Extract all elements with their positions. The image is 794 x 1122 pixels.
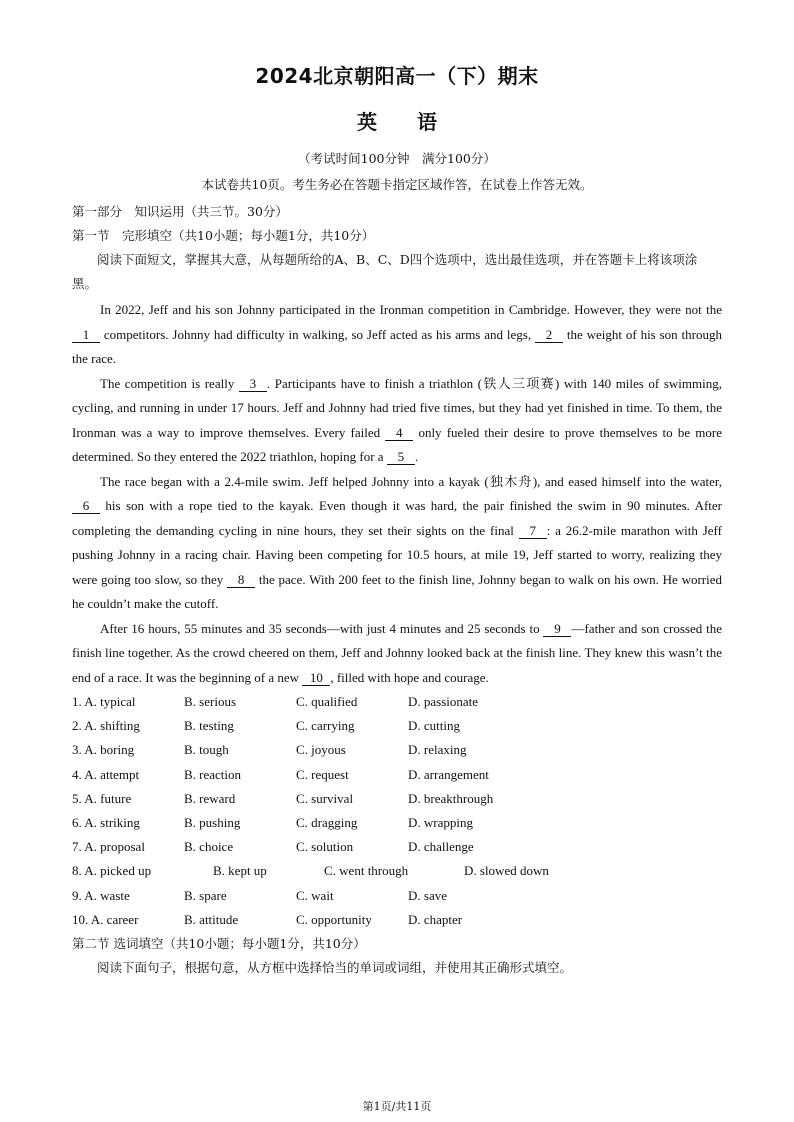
option-b: B. testing bbox=[184, 718, 234, 734]
option-b: B. spare bbox=[184, 887, 227, 903]
passage-paragraph-3 bbox=[72, 470, 722, 617]
option-c: C. survival bbox=[296, 790, 354, 806]
blank-2: 2 bbox=[535, 328, 563, 343]
option-a: 7. A. proposal bbox=[72, 839, 145, 855]
option-a: 6. A. striking bbox=[72, 814, 140, 830]
option-b: B. serious bbox=[184, 694, 236, 709]
blank-9: 9 bbox=[543, 622, 571, 637]
section2-instruction: 阅读下面句子，根据句意，从方框中选择恰当的单词或词组，并使用其正确形式填空。 bbox=[97, 959, 573, 975]
option-d: D. challenge bbox=[408, 839, 474, 855]
section1-instruction: 阅读下面短文，掌握其大意，从每题所给的A、B、C、D四个选项中，选出最佳选项，并在答题卡上将该项涂黑。 bbox=[72, 252, 698, 291]
blank-1: 1 bbox=[72, 328, 100, 343]
option-c: C. qualified bbox=[296, 694, 358, 709]
blank-4: 4 bbox=[385, 426, 413, 441]
option-c: C. went through bbox=[324, 863, 409, 879]
passage-text: . Participants have to finish a triathlon (铁人三项赛) with 140 miles of swimming, cycling, and running in under 17 hours. Jeff and Johnny had tried five times, but they had yet finished in time. To them, the Ironman was a way to improve themselves. Every failed bbox=[72, 375, 722, 440]
page-footer: 第1页/共11页 bbox=[362, 1100, 432, 1113]
option-c: C. opportunity bbox=[296, 911, 372, 927]
option-row-7 bbox=[72, 835, 722, 859]
option-row-5 bbox=[72, 787, 722, 811]
option-b: B. reward bbox=[184, 790, 236, 806]
option-d: D. cutting bbox=[408, 718, 460, 734]
passage-paragraph-2 bbox=[72, 372, 722, 470]
option-row-2 bbox=[72, 714, 722, 738]
passage-text: After 16 hours, 55 minutes and 35 seconds—with just 4 minutes and 25 seconds to bbox=[100, 620, 544, 636]
option-a: 8. A. picked up bbox=[72, 863, 152, 879]
passage-text: the pace. With 200 feet to the finish line, Johnny began to walk on his own. He worried he couldn’t make the cutoff. bbox=[72, 571, 723, 611]
option-d: D. wrapping bbox=[408, 814, 473, 830]
blank-5: 5 bbox=[387, 450, 415, 465]
option-b: B. reaction bbox=[184, 766, 242, 782]
passage-paragraph-1 bbox=[72, 298, 722, 372]
passage-text: The competition is really bbox=[100, 375, 239, 391]
passage-text: his son with a rope tied to the kayak. Even though it was hard, the pair finished the swim in 90 minutes. After completing the demanding cycling in nine hours, they set their sights on the final bbox=[72, 498, 722, 538]
option-row-9 bbox=[72, 884, 722, 908]
option-a: 9. A. waste bbox=[72, 887, 130, 903]
option-c: C. solution bbox=[296, 839, 354, 855]
section2-heading: 第二节 选词填空（共10小题；每小题1分，共10分） bbox=[72, 935, 366, 951]
option-a: 1. A. typical bbox=[72, 694, 136, 709]
option-b: B. tough bbox=[184, 742, 229, 758]
exam-notice: 本试卷共10页。考生务必在答题卡指定区域作答，在试卷上作答无效。 bbox=[201, 177, 593, 192]
option-row-4 bbox=[72, 763, 722, 787]
option-row-3 bbox=[72, 738, 722, 762]
option-c: C. wait bbox=[296, 887, 334, 903]
option-a: 4. A. attempt bbox=[72, 766, 140, 782]
part1-heading: 第一部分 知识运用（共三节。30分） bbox=[72, 204, 288, 219]
blank-7: 7 bbox=[519, 524, 547, 539]
option-b: B. pushing bbox=[184, 814, 241, 830]
exam-info: （考试时间100分钟 满分100分） bbox=[298, 151, 496, 166]
option-a: 5. A. future bbox=[72, 790, 132, 806]
blank-3: 3 bbox=[239, 377, 267, 392]
passage-text: only fueled their desire to prove themselves to be more determined. So they entered the 2022 triathlon, hoping for a bbox=[72, 424, 722, 464]
option-b: B. attitude bbox=[184, 911, 239, 927]
option-c: C. request bbox=[296, 766, 349, 782]
option-d: D. slowed down bbox=[464, 863, 549, 879]
option-row-8 bbox=[72, 859, 722, 883]
option-d: D. relaxing bbox=[408, 742, 467, 758]
blank-6: 6 bbox=[72, 499, 100, 514]
passage-text: . bbox=[414, 449, 419, 464]
passage-text: In 2022, Jeff and his son Johnny participated in the Ironman competition in Cambridge. However, they were not the bbox=[100, 302, 722, 317]
answer-options bbox=[72, 690, 722, 932]
option-d: D. passionate bbox=[408, 694, 479, 709]
option-d: D. arrangement bbox=[408, 766, 489, 782]
passage-text: —father and son crossed the finish line together. As the crowd cheered on them, Jeff and Johnny looked back at the finish line. They knew this wasn’t the end of a race. It was the beginning of a new bbox=[72, 620, 722, 685]
option-a: 10. A. career bbox=[72, 911, 139, 927]
option-b: B. choice bbox=[184, 839, 234, 855]
option-a: 3. A. boring bbox=[72, 742, 135, 758]
option-row-1 bbox=[72, 690, 722, 714]
option-a: 2. A. shifting bbox=[72, 718, 140, 734]
passage-text: The race began with a 2.4-mile swim. Jeff helped Johnny into a kayak (独木舟), and eased himself into the water, bbox=[100, 473, 722, 489]
option-row-10 bbox=[72, 908, 722, 932]
subject-title: 英 语 bbox=[357, 110, 437, 134]
passage-paragraph-4 bbox=[72, 617, 722, 691]
passage-text: the weight of his son through the race. bbox=[72, 326, 722, 366]
option-c: C. dragging bbox=[296, 814, 358, 830]
option-row-6 bbox=[72, 811, 722, 835]
blank-10: 10 bbox=[302, 671, 330, 686]
option-d: D. chapter bbox=[408, 911, 463, 927]
passage-text: : a 26.2-mile marathon with Jeff pushing Johnny in a racing chair. Having been competing for 10.5 hours, at mile 19, Jeff started to worry, realizing they were going too slow, so they bbox=[72, 522, 722, 587]
option-c: C. carrying bbox=[296, 718, 355, 734]
section1-heading: 第一节 完形填空（共10小题；每小题1分，共10分） bbox=[72, 228, 375, 243]
passage-text: competitors. Johnny had difficulty in walking, so Jeff acted as his arms and legs, bbox=[100, 326, 535, 342]
option-c: C. joyous bbox=[296, 742, 346, 758]
passage-text: , filled with hope and courage. bbox=[330, 669, 489, 685]
blank-8: 8 bbox=[227, 573, 255, 588]
exam-title: 2024北京朝阳高一（下）期末 bbox=[255, 64, 539, 88]
option-d: D. save bbox=[408, 887, 447, 903]
exam-page bbox=[72, 62, 722, 980]
option-d: D. breakthrough bbox=[408, 790, 494, 806]
option-b: B. kept up bbox=[213, 863, 267, 879]
